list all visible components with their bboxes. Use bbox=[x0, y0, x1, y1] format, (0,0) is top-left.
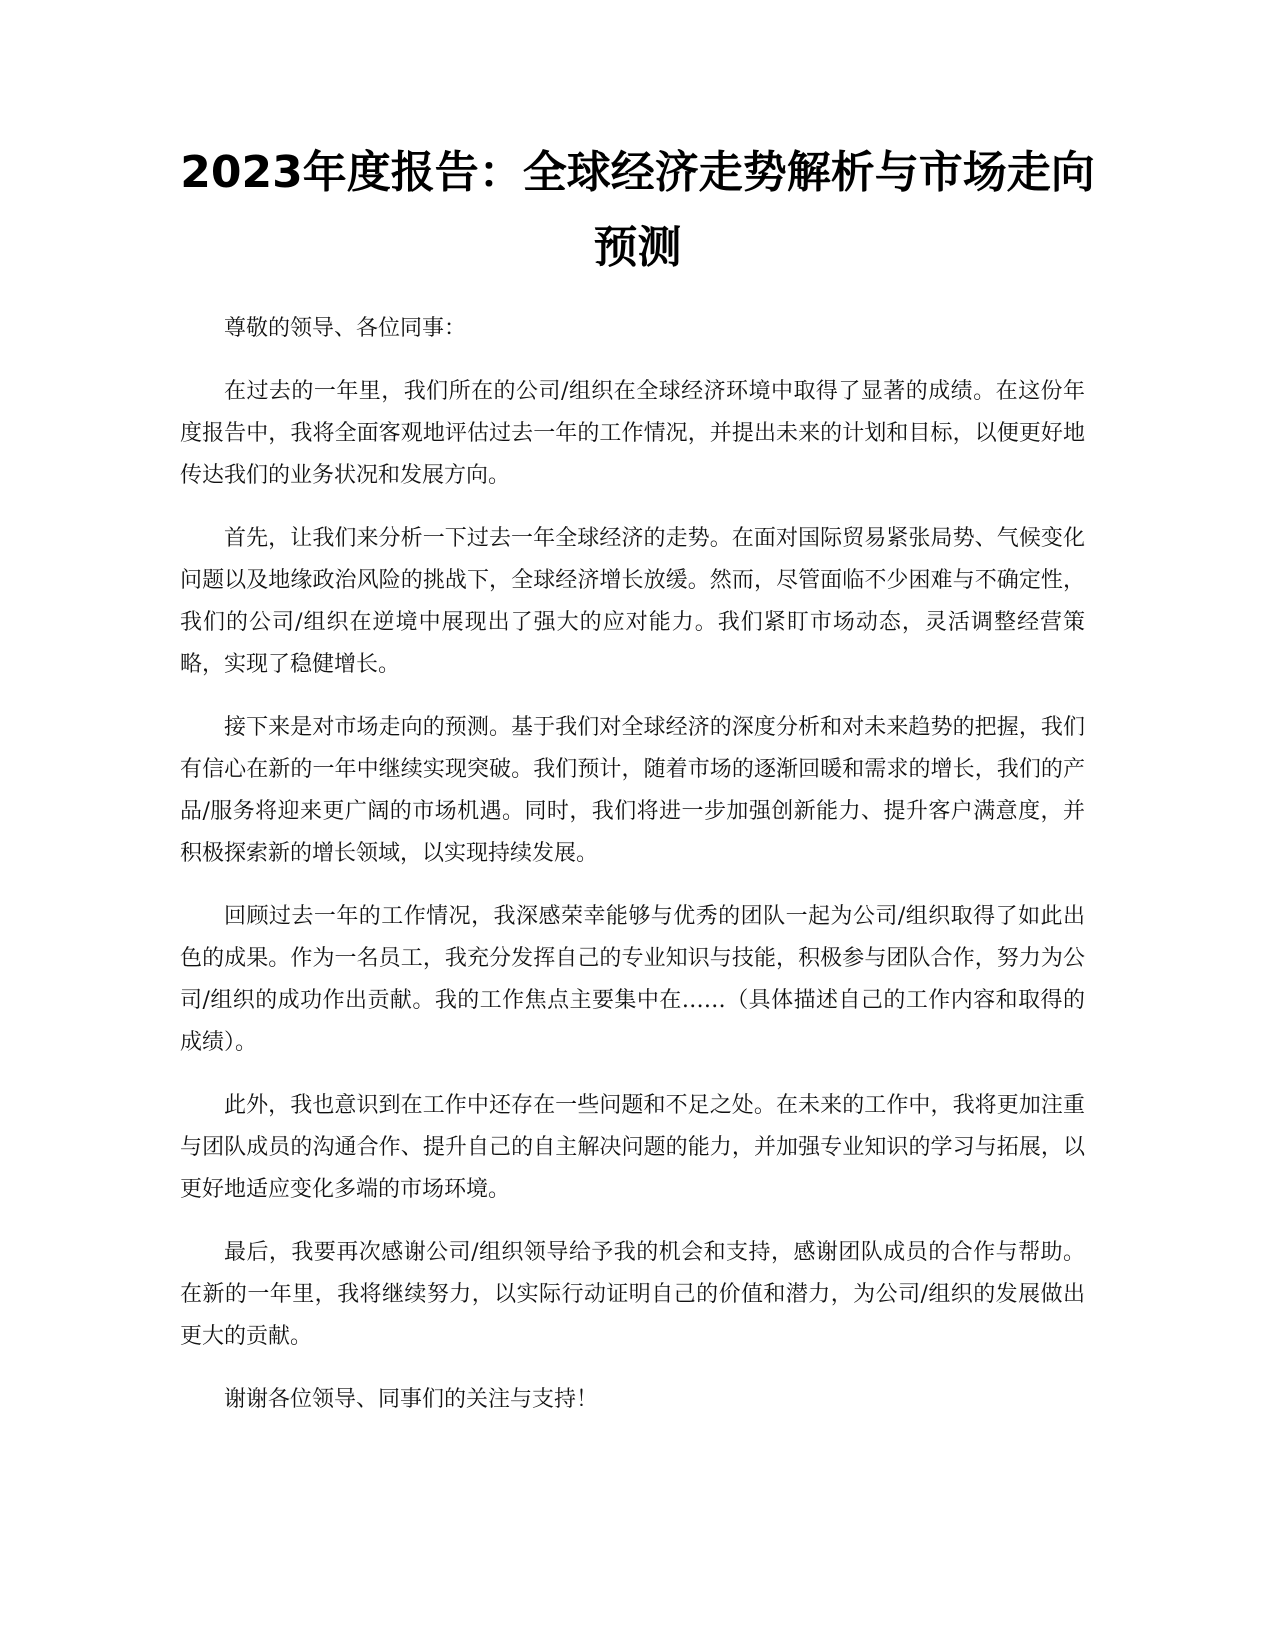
paragraph: 接下来是对市场走向的预测。基于我们对全球经济的深度分析和对未来趋势的把握，我们有信心在新的一年中继续实现突破。我们预计，随着市场的逐渐回暖和需求的增长，我们的产品/服务将迎来更广阔的市场机遇。同时，我们将进一步加强创新能力、提升客户满意度，并积极探索新的增长领域，以实现持续发展。 bbox=[180, 715, 1085, 866]
paragraph: 首先，让我们来分析一下过去一年全球经济的走势。在面对国际贸易紧张局势、气候变化问题以及地缘政治风险的挑战下，全球经济增长放缓。然而，尽管面临不少困难与不确定性，我们的公司/组织在逆境中展现出了强大的应对能力。我们紧盯市场动态，灵活调整经营策略，实现了稳健增长。 bbox=[180, 526, 1085, 677]
paragraph: 最后，我要再次感谢公司/组织领导给予我的机会和支持，感谢团队成员的合作与帮助。在新的一年里，我将继续努力，以实际行动证明自己的价值和潜力，为公司/组织的发展做出更大的贡献。 bbox=[180, 1240, 1085, 1349]
paragraph: 在过去的一年里，我们所在的公司/组织在全球经济环境中取得了显著的成绩。在这份年度报告中，我将全面客观地评估过去一年的工作情况，并提出未来的计划和目标，以便更好地传达我们的业务状况和发展方向。 bbox=[180, 379, 1085, 488]
document-body bbox=[180, 308, 1085, 1442]
paragraph-closing: 谢谢各位领导、同事们的关注与支持！ bbox=[224, 1387, 599, 1412]
document-title: 2023年度报告：全球经济走势解析与市场走向预测 bbox=[180, 147, 1095, 273]
paragraph: 此外，我也意识到在工作中还存在一些问题和不足之处。在未来的工作中，我将更加注重与团队成员的沟通合作、提升自己的自主解决问题的能力，并加强专业知识的学习与拓展，以更好地适应变化多端的市场环境。 bbox=[180, 1093, 1085, 1202]
paragraph: 回顾过去一年的工作情况，我深感荣幸能够与优秀的团队一起为公司/组织取得了如此出色的成果。作为一名员工，我充分发挥自己的专业知识与技能，积极参与团队合作，努力为公司/组织的成功作出贡献。我的工作焦点主要集中在……（具体描述自己的工作内容和取得的成绩）。 bbox=[180, 904, 1085, 1055]
paragraph-salutation: 尊敬的领导、各位同事： bbox=[224, 316, 467, 341]
